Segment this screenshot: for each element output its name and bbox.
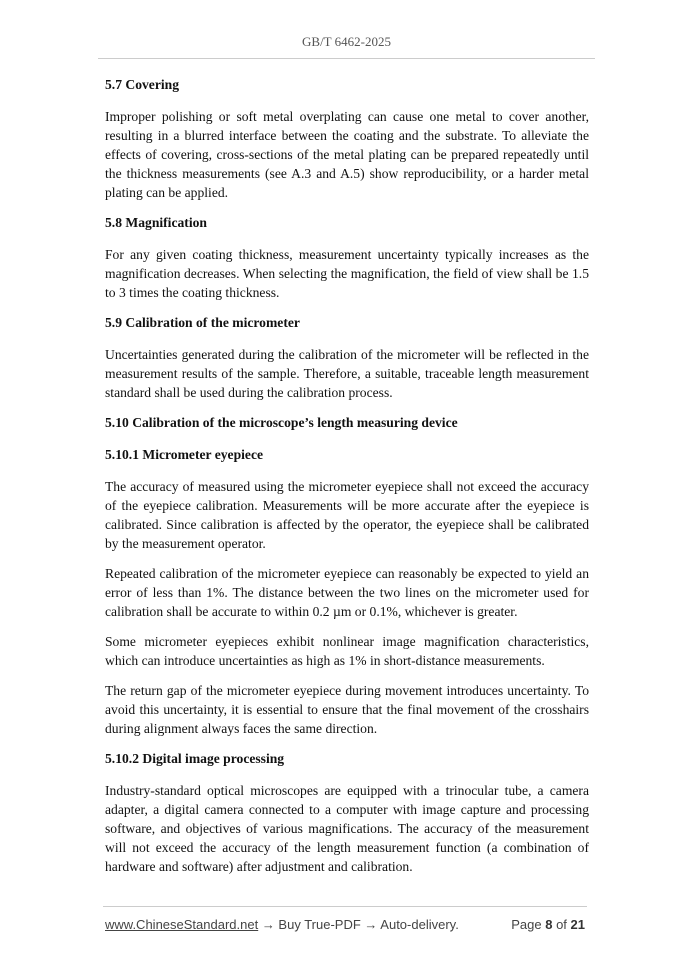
document-header: GB/T 6462-2025 <box>302 34 391 49</box>
paragraph: Some micrometer eyepieces exhibit nonlinear image magnification characteristics, which can introduce uncertainties as high as 1% in short-distance measurements. <box>105 634 589 668</box>
footer-divider <box>103 906 587 907</box>
section-heading: 5.10 Calibration of the microscope’s length measuring device <box>105 415 458 430</box>
section-heading: 5.7 Covering <box>105 77 180 92</box>
paragraph: Repeated calibration of the micrometer eyepiece can reasonably be expected to yield an error of less than 1%. The distance between the two lines on the micrometer used for calibration shall be accurate to within 0.2 µm or 0.1%, whichever is greater. <box>105 566 589 619</box>
paragraph: The return gap of the micrometer eyepiece during movement introduces uncertainty. To avoid this uncertainty, it is essential to ensure that the final movement of the crosshairs during alignment always faces the same direction. <box>105 683 589 736</box>
footer-link[interactable]: www.ChineseStandard.net <box>105 917 259 932</box>
section-heading: 5.10.1 Micrometer eyepiece <box>105 447 264 462</box>
paragraph: The accuracy of measured using the micrometer eyepiece shall not exceed the accuracy of the eyepiece calibration. Measurements will be more accurate after the eyepiece is calibrated. Since calibration is affected by the operator, the eyepiece shall be calibrated by the measurement operator. <box>105 479 589 551</box>
paragraph: For any given coating thickness, measurement uncertainty typically increases as the magnification decreases. When selecting the magnification, the field of view shall be 1.5 to 3 times the coating thickness. <box>105 247 589 300</box>
footer <box>105 917 585 932</box>
page-indicator: Page 8 of 21 <box>511 917 585 932</box>
paragraph: Uncertainties generated during the calibration of the micrometer will be reflected in the measurement results of the sample. Therefore, a suitable, traceable length measurement standard shall be used during the calibration process. <box>105 347 589 400</box>
section-heading: 5.10.2 Digital image processing <box>105 751 285 766</box>
header-divider <box>98 58 595 59</box>
document-body <box>105 75 589 887</box>
current-page: 8 <box>545 917 553 932</box>
total-pages: 21 <box>570 917 585 932</box>
paragraph: Industry-standard optical microscopes are equipped with a trinocular tube, a camera adapter, a digital camera connected to a computer with image capture and processing software, and objectives of various magnifications. The accuracy of the measurement will not exceed the accuracy of the length measurement function (a combination of hardware and software) after adjustment and calibration. <box>105 783 589 874</box>
section-heading: 5.9 Calibration of the micrometer <box>105 315 300 330</box>
footer-tagline: → Buy True-PDF → Auto-delivery. <box>258 917 459 932</box>
paragraph: Improper polishing or soft metal overplating can cause one metal to cover another, resulting in a blurred interface between the coating and the substrate. To alleviate the effects of covering, cross-sections of the metal plating can be prepared repeatedly until the thickness measurements (see A.3 and A.5) show reproducibility, or a harder metal plating can be applied. <box>105 109 589 200</box>
section-heading: 5.8 Magnification <box>105 215 207 230</box>
